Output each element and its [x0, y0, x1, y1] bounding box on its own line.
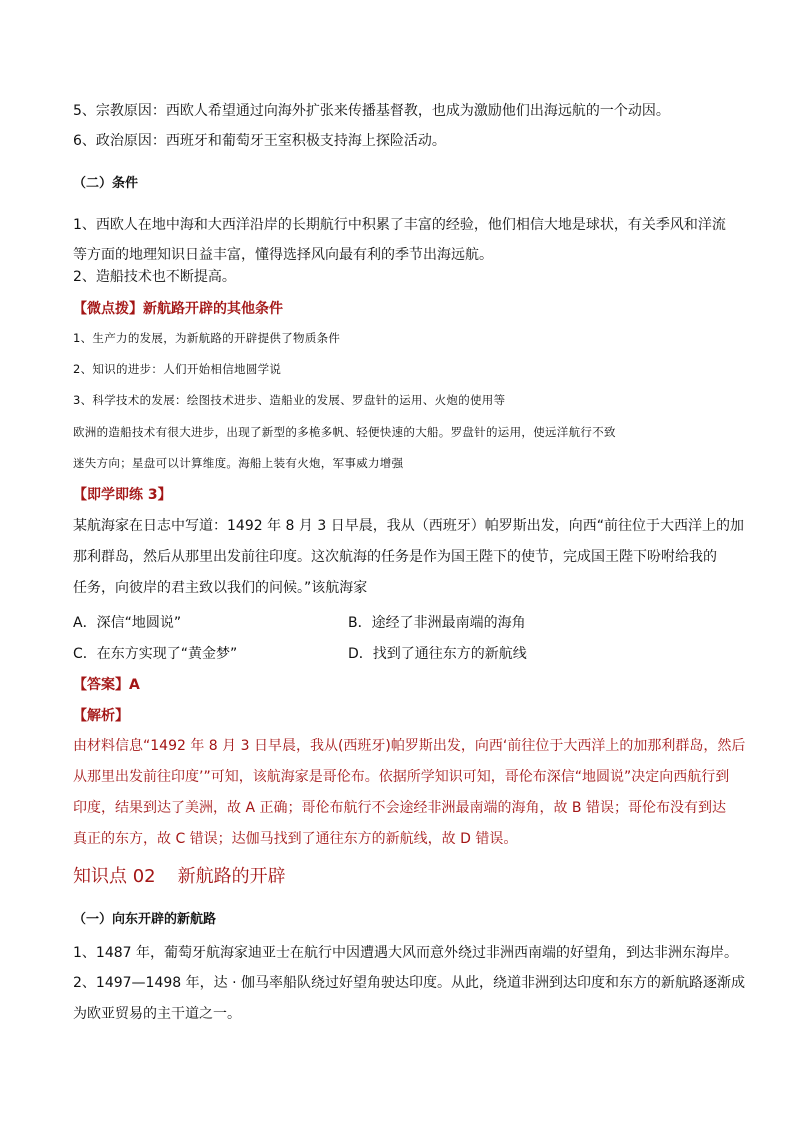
tip-detail-line-1: 欧洲的造船技术有很大进步，出现了新型的多桅多帆、轻便快速的大船。罗盘针的运用，使远洋航行不致 — [73, 425, 616, 439]
condition-item-1-line-2: 等方面的地理知识日益丰富，懂得选择风向最有利的季节出海远航。 — [73, 247, 493, 263]
conditions-heading: （二）条件 — [73, 176, 139, 191]
tip-item-1: 1、生产力的发展，为新航路的开辟提供了物质条件 — [73, 331, 341, 345]
tip-item-3: 3、科学技术的发展：绘图技术进步、造船业的发展、罗盘针的运用、火炮的使用等 — [73, 393, 506, 407]
section-sub-heading: （一）向东开辟的新航路 — [73, 912, 217, 927]
analysis-line-1: 由材料信息“1492 年 8 月 3 日早晨，我从(西班牙)帕罗斯出发，向西‘前往位于大西洋上的加那利群岛，然后 — [73, 738, 746, 754]
exercise-stem-line-2: 那利群岛，然后从那里出发前往印度。这次航海的任务是作为国王陛下的使节，完成国王陛下吩咐给我的 — [73, 549, 717, 565]
reason-item-6: 6、政治原因：西班牙和葡萄牙王室积极支持海上探险活动。 — [73, 133, 446, 149]
analysis-label: 【解析】 — [73, 708, 129, 724]
reason-item-5: 5、宗教原因：西欧人希望通过向海外扩张来传播基督教，也成为激励他们出海远航的一个动因。 — [73, 103, 670, 119]
exercise-label: 【即学即练 3】 — [73, 487, 172, 503]
option-a: A．深信“地圆说” — [73, 615, 182, 631]
exercise-stem-line-3: 任务，向彼岸的君主致以我们的问候。”该航海家 — [73, 580, 368, 596]
section-item-2-line-2: 为欧亚贸易的主干道之一。 — [73, 1006, 241, 1022]
condition-item-1 — [73, 210, 733, 270]
analysis-line-3: 印度，结果到达了美洲，故 A 正确；哥伦布航行不会途经非洲最南端的海角，故 B 错误；哥伦布没有到达 — [73, 800, 726, 816]
section-item-2-line-1: 2、1497—1498 年，达 · 伽马率船队绕过好望角驶达印度。从此，绕道非洲到达印度和东方的新航路逐渐成 — [73, 975, 745, 991]
tip-label: 【微点拨】新航路开辟的其他条件 — [73, 301, 283, 317]
condition-item-2: 2、造船技术也不断提高。 — [73, 269, 236, 285]
section-number: 知识点 02 — [73, 866, 156, 887]
analysis-text — [73, 731, 746, 855]
section-title: 新航路的开辟 — [177, 866, 286, 887]
tip-detail-line-2: 迷失方向；星盘可以计算维度。海船上装有火炮，军事威力增强 — [73, 456, 404, 470]
section-item-1: 1、1487 年，葡萄牙航海家迪亚士在航行中因遭遇大风而意外绕过非洲西南端的好望角，到达非洲东海岸。 — [73, 945, 738, 961]
analysis-line-2: 从那里出发前往印度’”可知，该航海家是哥伦布。依据所学知识可知，哥伦布深信“地圆说”决定向西航行到 — [73, 769, 730, 785]
option-c: C．在东方实现了“黄金梦” — [73, 646, 238, 662]
tip-detail — [73, 417, 733, 479]
option-b: B．途经了非洲最南端的海角 — [348, 615, 526, 631]
option-d: D．找到了通往东方的新航线 — [348, 646, 527, 662]
section-item-2 — [73, 968, 745, 1030]
section-heading — [73, 862, 733, 888]
exercise-stem — [73, 511, 744, 604]
condition-item-1-line-1: 1、西欧人在地中海和大西洋沿岸的长期航行中积累了丰富的经验，他们相信大地是球状，有关季风和洋流 — [73, 217, 726, 233]
exercise-stem-line-1: 某航海家在日志中写道：1492 年 8 月 3 日早晨，我从（西班牙）帕罗斯出发，向西“前往位于大西洋上的加 — [73, 518, 744, 534]
analysis-line-4: 真正的东方，故 C 错误；达伽马找到了通往东方的新航线，故 D 错误。 — [73, 831, 518, 847]
answer-label: 【答案】A — [73, 677, 140, 693]
tip-item-2: 2、知识的进步：人们开始相信地圆学说 — [73, 362, 282, 376]
